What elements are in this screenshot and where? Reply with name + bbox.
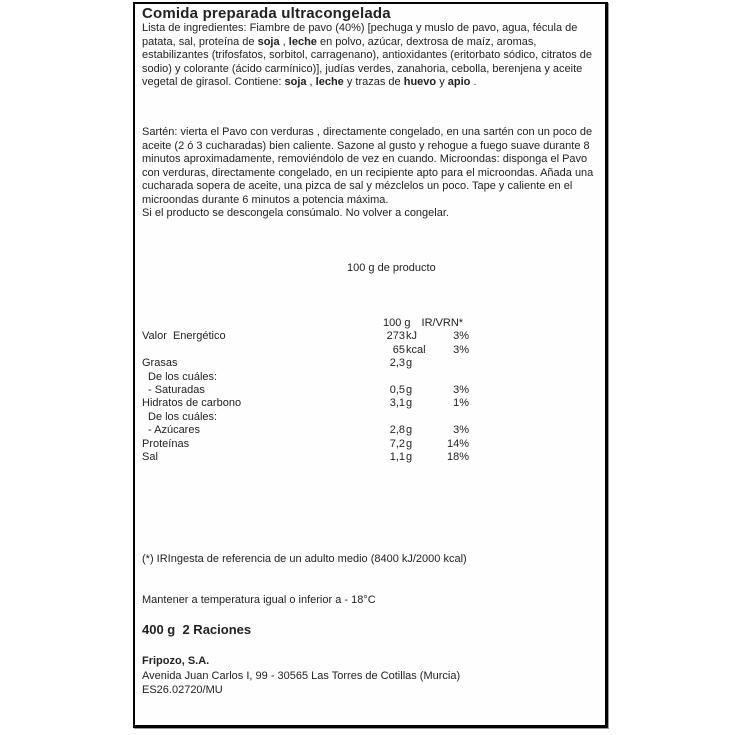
nutrition-row bbox=[142, 411, 598, 424]
nutrient-amount: 65 bbox=[392, 343, 405, 356]
ingredients-run: y bbox=[436, 76, 448, 88]
ingredients-run: , bbox=[279, 35, 289, 48]
nutrient-label: Grasas bbox=[142, 357, 178, 370]
nutrient-label: Proteínas bbox=[142, 437, 190, 450]
footnote-text: (*) IRIngesta de referencia de un adulto medio (8400 kJ/2000 kcal) bbox=[142, 553, 467, 565]
allergen-emphasis: leche bbox=[288, 35, 317, 48]
nutrient-unit: g bbox=[406, 397, 413, 410]
preparation-text: Sartén: vierta el Pavo con verduras , directamente congelado, en una sartén con un poco de aceite (2 ó 3 cucharadas) bien caliente. Sazone al gusto y rehogue a fuego suave durante 8 minutos aproximadamente, removiéndolo de vez en cuando. Microondas: disponga el Pavo con verduras, directamente congelado, en un recipiente apto para el microondas. Añada una cucharada sopera de aceite, una pizca de sal y mézclelos un poco. Tape y caliente en el microondas durante 6 minutos a potencia máxima. bbox=[142, 126, 594, 206]
nutrition-row bbox=[142, 357, 598, 370]
ingredients-run: en polvo, azúcar, dextrosa de maíz, aromas, estabilizantes (trifosfatos, sorbitol, carragenano), antioxidantes (eritorbato sódico, citratos de sodio) y colorante (ácido carmínico)], judías verdes, zanahoria, cebolla, berenjena y aceite vegetal de girasol. Contiene: bbox=[142, 35, 593, 88]
defrost-note: Si el producto se descongela consúmalo. No volver a congelar. bbox=[142, 207, 449, 219]
nutrient-ir-percent bbox=[432, 411, 469, 424]
nutrient-amount: 7,2 bbox=[389, 437, 405, 450]
nutrition-row bbox=[142, 451, 598, 464]
nutrition-header-spacer bbox=[142, 317, 383, 330]
nutrient-unit: g bbox=[406, 424, 413, 437]
nutrient-label: Sal bbox=[142, 450, 158, 463]
nutrient-unit bbox=[405, 411, 432, 424]
manufacturer-name: Fripozo, S.A. bbox=[142, 655, 210, 667]
nutrient-ir-percent: 3% bbox=[453, 383, 469, 396]
nutrient-ir-percent: 3% bbox=[453, 343, 469, 356]
serving-size-header: 100 g de producto bbox=[347, 262, 436, 274]
ingredients-run: . bbox=[470, 76, 477, 88]
nutrition-row bbox=[142, 438, 598, 451]
storage-instructions: Mantener a temperatura igual o inferior a - 18°C bbox=[142, 594, 376, 606]
nutrient-label: Hidratos de carbono bbox=[142, 397, 242, 410]
nutrition-table bbox=[142, 317, 598, 464]
net-weight-servings: 400 g 2 Raciones bbox=[142, 622, 252, 637]
nutrition-col-amount: 100 g bbox=[383, 317, 411, 329]
nutrient-ir-percent bbox=[432, 357, 469, 370]
nutrient-amount: 3,1 bbox=[389, 397, 405, 410]
nutrition-rows bbox=[142, 330, 598, 464]
preparation-block bbox=[142, 126, 598, 221]
nutrient-unit bbox=[405, 371, 432, 384]
nutrient-amount bbox=[381, 411, 405, 424]
manufacturer-address: Avenida Juan Carlos I, 99 - 30565 Las Torres de Cotillas (Murcia) bbox=[142, 669, 461, 682]
product-label bbox=[133, 2, 608, 728]
nutrient-ir-percent: 3% bbox=[453, 330, 469, 343]
allergen-emphasis: apio bbox=[447, 76, 471, 88]
nutrient-amount: 2,3 bbox=[389, 357, 405, 370]
nutrient-label bbox=[142, 344, 381, 357]
ingredients-run: y trazas de bbox=[343, 76, 404, 88]
nutrient-unit: g bbox=[406, 450, 413, 463]
allergen-emphasis: soja bbox=[284, 76, 307, 88]
nutrition-row bbox=[142, 330, 598, 343]
product-title: Comida preparada ultracongelada bbox=[142, 5, 391, 22]
nutrient-amount: 273 bbox=[386, 330, 405, 343]
nutrient-amount: 2,8 bbox=[389, 424, 405, 437]
nutrient-ir-percent: 14% bbox=[446, 437, 469, 450]
nutrition-header-row bbox=[142, 317, 598, 330]
nutrition-row bbox=[142, 397, 598, 410]
nutrient-amount: 0,5 bbox=[389, 383, 405, 396]
nutrient-ir-percent bbox=[432, 371, 469, 384]
manufacturer-block bbox=[142, 654, 460, 698]
nutrient-label: - Azúcares bbox=[148, 424, 200, 437]
nutrition-row bbox=[142, 424, 598, 437]
allergen-emphasis: soja bbox=[257, 35, 280, 48]
ingredients-run: Lista de ingredientes: Fiambre de pavo (40%) [pechuga y muslo de pavo, agua, fécula de patata, sal, proteína de bbox=[142, 22, 578, 48]
nutrient-label: Valor Energético bbox=[142, 330, 226, 343]
nutrition-row bbox=[142, 384, 598, 397]
nutrition-col-ir: IR/VRN* bbox=[421, 317, 464, 329]
nutrient-unit: g bbox=[406, 357, 413, 370]
registry-number: ES26.02720/MU bbox=[142, 684, 223, 696]
allergen-emphasis: huevo bbox=[403, 76, 437, 88]
nutrient-ir-percent: 3% bbox=[453, 424, 469, 437]
nutrient-label: De los cuáles: bbox=[148, 370, 218, 383]
nutrient-label: De los cuáles: bbox=[148, 410, 218, 423]
nutrient-unit: g bbox=[406, 383, 413, 396]
nutrient-amount: 1,1 bbox=[389, 450, 405, 463]
nutrient-ir-percent: 18% bbox=[446, 450, 469, 463]
allergen-emphasis: leche bbox=[315, 76, 344, 88]
nutrient-amount bbox=[381, 371, 405, 384]
nutrient-unit: g bbox=[406, 437, 413, 450]
nutrient-label: - Saturadas bbox=[148, 383, 205, 396]
ingredients-text bbox=[142, 22, 598, 90]
nutrient-unit: kJ bbox=[406, 330, 417, 343]
nutrient-ir-percent: 1% bbox=[453, 397, 469, 410]
ingredients-run: , bbox=[306, 76, 316, 88]
nutrition-row bbox=[142, 371, 598, 384]
nutrition-row bbox=[142, 344, 598, 357]
nutrient-unit: kcal bbox=[406, 343, 426, 356]
